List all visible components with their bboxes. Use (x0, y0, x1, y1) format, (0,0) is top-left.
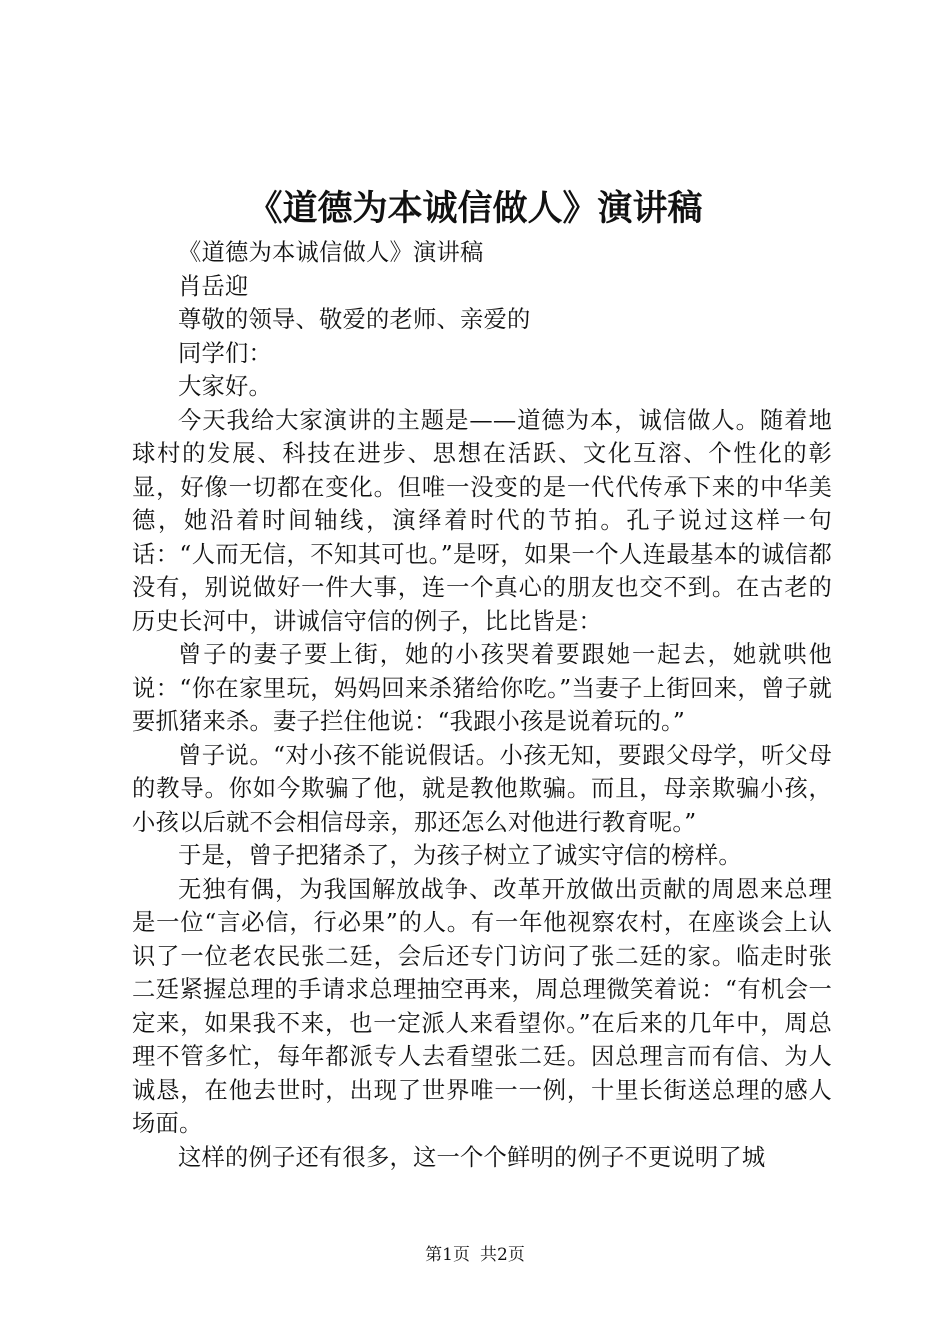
paragraph-greeting: 大家好。 (178, 373, 272, 400)
page-footer (0, 1243, 950, 1267)
paragraph-subtitle: 《道德为本诚信做人》演讲稿 (178, 239, 484, 266)
paragraph-salutation-cont: 同学们： (178, 339, 272, 367)
document-body (132, 236, 832, 1174)
paragraph-body: 曾子说。“对小孩不能说假话。小孩无知，要跟父母学，听父母的教导。你如今欺骗了他，就是教他欺骗。而且，母亲欺骗小孩，小孩以后就不会相信母亲，那还怎么对他进行教育呢。” (132, 741, 832, 836)
paragraph-body: 曾子的妻子要上街，她的小孩哭着要跟她一起去，她就哄他说：“你在家里玩，妈妈回来杀猪给你吃。”当妻子上街回来，曾子就要抓猪来杀。妻子拦住他说：“我跟小孩是说着玩的。” (132, 641, 832, 735)
paragraph-body: 于是，曾子把猪杀了，为孩子树立了诚实守信的榜样。 (178, 842, 742, 869)
page-number-current: 第1页 (425, 1245, 470, 1265)
paragraph-body: 无独有偶，为我国解放战争、改革开放做出贡献的周恩来总理是一位“言必信，行必果”的人。有一年他视察农村，在座谈会上认识了一位老农民张二廷，会后还专门访问了张二廷的家。临走时张二廷紧握总理的手请求总理抽空再来，周总理微笑着说：“有机会一定来，如果我不来，也一定派人来看望你。”在后来的几年中，周总理不管多忙，每年都派专人去看望张二廷。因总理言而有信、为人诚恳，在他去世时，出现了世界唯一一例，十里长街送总理的感人场面。 (132, 875, 832, 1137)
document-title: 《道德为本诚信做人》演讲稿 (247, 188, 703, 229)
paragraph-author: 肖岳迎 (178, 272, 249, 300)
paragraph-body: 今天我给大家演讲的主题是——道德为本，诚信做人。随着地球村的发展、科技在进步、思想在活跃、文化互溶、个性化的彰显，好像一切都在变化。但唯一没变的是一代代传承下来的中华美德，她沿着时间轴线，演绎着时代的节拍。孔子说过这样一句话：“人而无信，不知其可也。”是呀，如果一个人连最基本的诚信都没有，别说做好一件大事，连一个真心的朋友也交不到。在古老的历史长河中，讲诚信守信的例子，比比皆是： (132, 406, 832, 635)
page-number-total: 共2页 (480, 1245, 525, 1265)
paragraph-body: 这样的例子还有很多，这一个个鲜明的例子不更说明了城 (178, 1143, 766, 1171)
paragraph-salutation: 尊敬的领导、敬爱的老师、亲爱的 (178, 306, 531, 333)
